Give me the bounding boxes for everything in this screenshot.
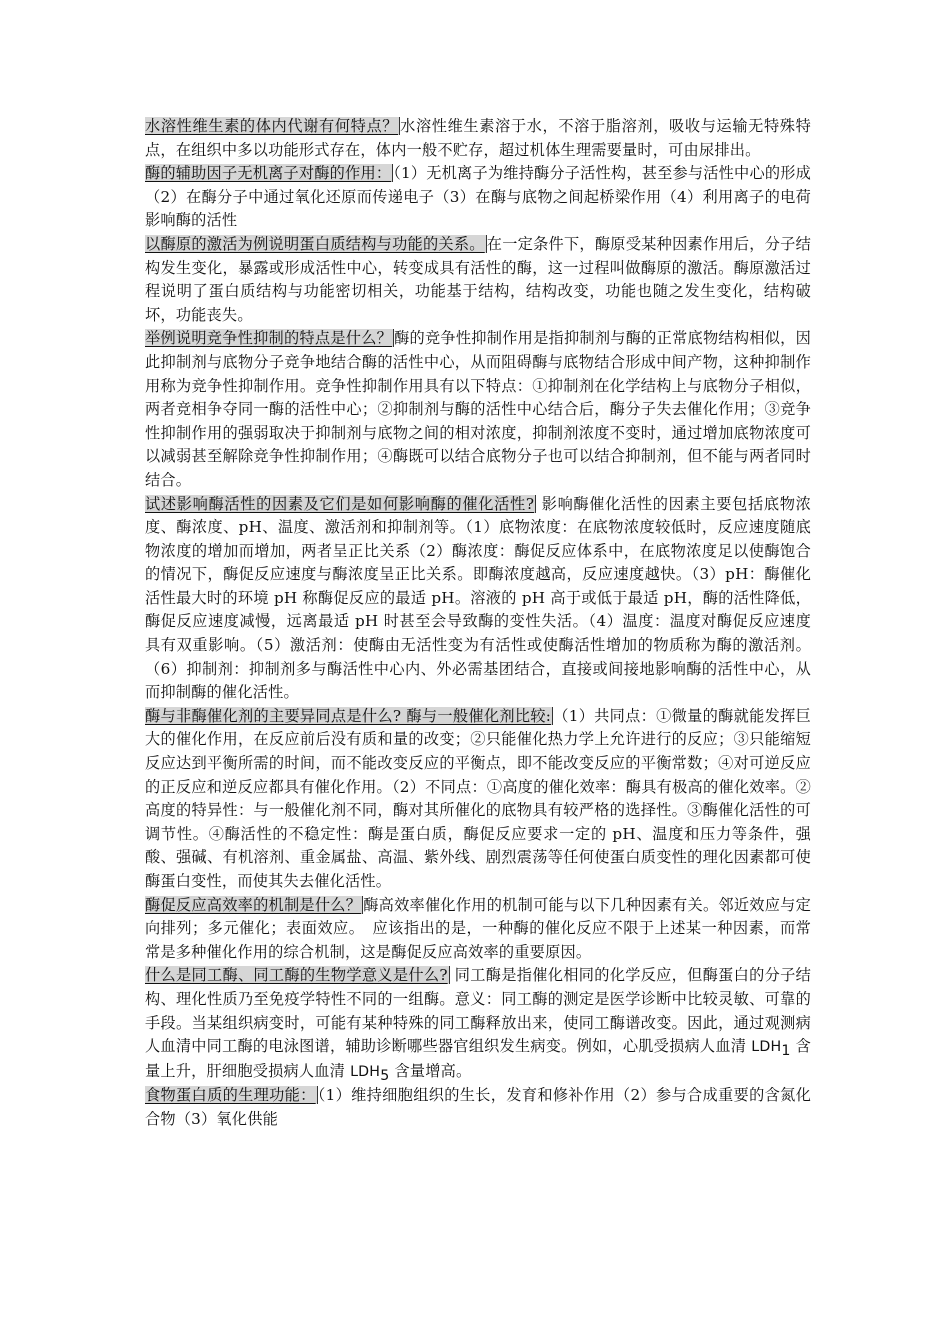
qa-item — [145, 115, 811, 162]
qa-item — [145, 233, 811, 327]
question-heading: 以酶原的激活为例说明蛋白质结构与功能的关系。 — [145, 234, 485, 253]
qa-item — [145, 327, 811, 492]
qa-item — [145, 705, 811, 894]
ldh5-subscript: 5 — [380, 1067, 390, 1084]
answer-text: 水溶性维生素溶于水，不溶于脂溶剂，吸收与运输无特殊特点，在组织中多以功能形式存在，体内一般不贮存，超过机体生理需要量时，可由尿排出。 — [145, 117, 812, 159]
qa-item — [145, 964, 811, 1084]
answer-text: （1）无机离子为维持酶分子活性构，甚至参与活性中心的形成（2）在酶分子中通过氧化还原而传递电子（3）在酶与底物之间起桥梁作用（4）利用离子的电荷影响酶的活性 — [145, 164, 811, 230]
question-heading: 酶促反应高效率的机制是什么？ — [145, 895, 362, 914]
question-heading: 举例说明竞争性抑制的特点是什么？ — [145, 329, 393, 348]
ldh1-subscript: 1 — [781, 1043, 791, 1060]
question-heading: 酶与非酶催化剂的主要异同点是什么? 酶与一般催化剂比较: — [145, 706, 552, 725]
answer-text: （1）维持细胞组织的生长，发育和修补作用（2）参与合成重要的含氮化合物（3）氧化供能 — [145, 1086, 812, 1128]
answer-text: 影响酶催化活性的因素主要包括底物浓度、酶浓度、pH、温度、激活剂和抑制剂等。（1）底物浓度：在底物浓度较低时，反应速度随底物浓度的增加而增加，两者呈正比关系（2）酶浓度：酶促反应体系中，在底物浓度足以使酶饱合的情况下，酶促反应速度与酶浓度呈正比关系。即酶浓度越高，反应速度越快。（3）pH：酶催化活性最大时的环境 pH 称酶促反应的最适 pH。溶液的 pH 高于或低于最适 pH，酶的活性降低，酶促反应速度减慢，远离最适 pH 时甚至会导致酶的变性失活。（4）温度：温度对酶促反应速度具有双重影响。（5）激活剂：使酶由无活性变为有活性或使酶活性增加的物质称为酶的激活剂。（6）抑制剂：抑制剂多与酶活性中心内、外必需基团结合，直接或间接地影响酶的活性中心，从而抑制酶的催化活性。 — [145, 494, 811, 702]
question-heading: 什么是同工酶、同工酶的生物学意义是什么? — [145, 966, 448, 985]
qa-item — [145, 493, 811, 705]
answer-text-end: 含量增高。 — [389, 1061, 472, 1080]
ldh5-label: LDH — [350, 1063, 381, 1080]
ldh1-label: LDH — [751, 1039, 782, 1056]
answer-text-mid: 含量上升，肝细胞受损病人血清 — [145, 1037, 812, 1080]
answer-text: 酶高效率催化作用的机制可能与以下几种因素有关。邻近效应与定向排列；多元催化；表面效应。 应该指出的是，一种酶的催化反应不限于上述某一种因素，而常常是多种催化作用的综合机制，这是酶促反应高效率的重要原因。 — [145, 895, 811, 961]
answer-text: 酶的竞争性抑制作用是指抑制剂与酶的正常底物结构相似，因此抑制剂与底物分子竞争地结合酶的活性中心，从而阻碍酶与底物结合形成中间产物，这种抑制作用称为竞争性抑制作用。竞争性抑制作用具有以下特点：①抑制剂在化学结构上与底物分子相似，两者竞相争夺同一酶的活性中心；②抑制剂与酶的活性中心结合后，酶分子失去催化作用；③竞争性抑制作用的强弱取决于抑制剂与底物之间的相对浓度，抑制剂浓度不变时，通过增加底物浓度可以减弱甚至解除竞争性抑制作用；④酶既可以结合底物分子也可以结合抑制剂，但不能与两者同时结合。 — [145, 329, 811, 489]
question-heading: 水溶性维生素的体内代谢有何特点？ — [145, 117, 399, 135]
answer-text: 同工酶是指催化相同的化学反应，但酶蛋白的分子结构、理化性质乃至免疫学特性不同的一组酶。意义：同工酶的测定是医学诊断中比较灵敏、可靠的手段。当某组织病变时，可能有某种特殊的同工酶释放出来，使同工酶谱改变。因此，通过观测病人血清中同工酶的电泳图谱，辅助诊断哪些器官组织发生病变。例如，心肌受损病人血清 — [145, 966, 811, 1056]
question-heading: 食物蛋白质的生理功能： — [145, 1086, 316, 1105]
qa-item — [145, 162, 811, 233]
qa-item — [145, 894, 811, 965]
qa-item — [145, 1084, 811, 1131]
question-heading: 试述影响酶活性的因素及它们是如何影响酶的催化活性? — [145, 494, 535, 513]
question-heading: 酶的辅助因子无机离子对酶的作用： — [145, 164, 392, 183]
answer-text: （1）共同点：①微量的酶就能发挥巨大的催化作用，在反应前后没有质和量的改变；②只能催化热力学上允许进行的反应；③只能缩短反应达到平衡所需的时间，而不能改变反应的平衡点，即不能改变反应的平衡常数；④对可逆反应的正反应和逆反应都具有催化作用。（2）不同点：①高度的催化效率：酶具有极高的催化效率。②高度的特异性：与一般催化剂不同，酶对其所催化的底物具有较严格的选择性。③酶催化活性的可调节性。④酶活性的不稳定性：酶是蛋白质，酶促反应要求一定的 pH、温度和压力等条件，强酸、强碱、有机溶剂、重金属盐、高温、紫外线、剧烈震荡等任何使蛋白质变性的理化因素都可使酶蛋白变性，而使其失去催化活性。 — [145, 706, 811, 890]
document-body — [145, 115, 811, 1132]
answer-text: 在一定条件下，酶原受某种因素作用后，分子结构发生变化，暴露或形成活性中心，转变成具有活性的酶，这一过程叫做酶原的激活。酶原激活过程说明了蛋白质结构与功能密切相关，功能基于结构，结构改变，功能也随之发生变化，结构破坏，功能丧失。 — [145, 234, 811, 324]
